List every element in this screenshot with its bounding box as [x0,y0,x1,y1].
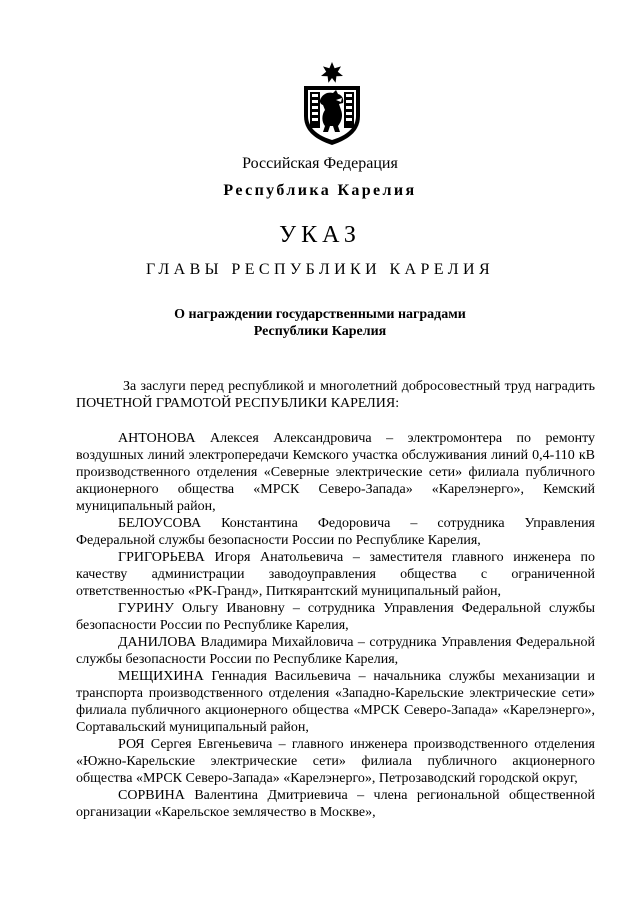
coat-of-arms-icon [299,60,365,146]
list-item: ГРИГОРЬЕВА Игоря Анатольевича – заместителя главного инженера по качеству администрации заводоуправления общества с ограниченной ответственностью «РК-Гранд», Питкярантский муниципальный район, [76,550,595,599]
list-item: СОРВИНА Валентина Дмитриевича – члена региональной общественной организации «Карельское землячество в Москве», [76,788,595,820]
list-item: МЕЩИХИНА Геннадия Васильевича – начальника службы механизации и транспорта производственного отделения «Западно-Карельские электрические сети» филиала публичного акционерного общества «МРСК Северо-Запада» «Карелэнерго», Сортавальский муниципальный район, [76,669,595,735]
issuer-title: ГЛАВЫ РЕСПУБЛИКИ КАРЕЛИЯ [145,261,495,278]
list-item: БЕЛОУСОВА Константина Федоровича – сотрудника Управления Федеральной службы безопасности России по Республике Карелия, [76,516,595,548]
decree-subject [0,306,640,340]
list-item: ДАНИЛОВА Владимира Михайловича – сотрудника Управления Федеральной службы безопасности России по Республике Карелия, [76,635,595,667]
list-item: ГУРИНУ Ольгу Ивановну – сотрудника Управления Федеральной службы безопасности России по Республике Карелия, [76,601,595,633]
list-item: РОЯ Сергея Евгеньевича – главного инженера производственного отделения «Южно-Карельские электрические сети» филиала публичного акционерного общества «МРСК Северо-Запада» «Карелэнерго», Петрозаводский городской округ, [76,737,595,786]
awardee-list [76,430,595,821]
federation-title: Российская Федерация [242,155,398,172]
intro-paragraph: За заслуги перед республикой и многолетний добросовестный труд наградить ПОЧЕТНОЙ ГРАМОТОЙ РЕСПУБЛИКИ КАРЕЛИЯ: [76,379,595,411]
document-type-title: УКАЗ [279,222,361,248]
republic-title: Республика Карелия [223,182,417,199]
subject-line-2: Республики Карелия [253,324,387,339]
star-icon [321,62,343,83]
intro-section [76,378,595,412]
list-item: АНТОНОВА Алексея Александровича – электромонтера по ремонту воздушных линий электропередачи Кемского участка обслуживания линий 0,4-110 кВ производственного отделения «Северные электрические сети» филиала публичного акционерного общества «МРСК Северо-Запада» «Карелэнерго», Кемский муниципальный район, [76,431,595,514]
subject-line-1: О награждении государственными наградами [174,307,466,322]
